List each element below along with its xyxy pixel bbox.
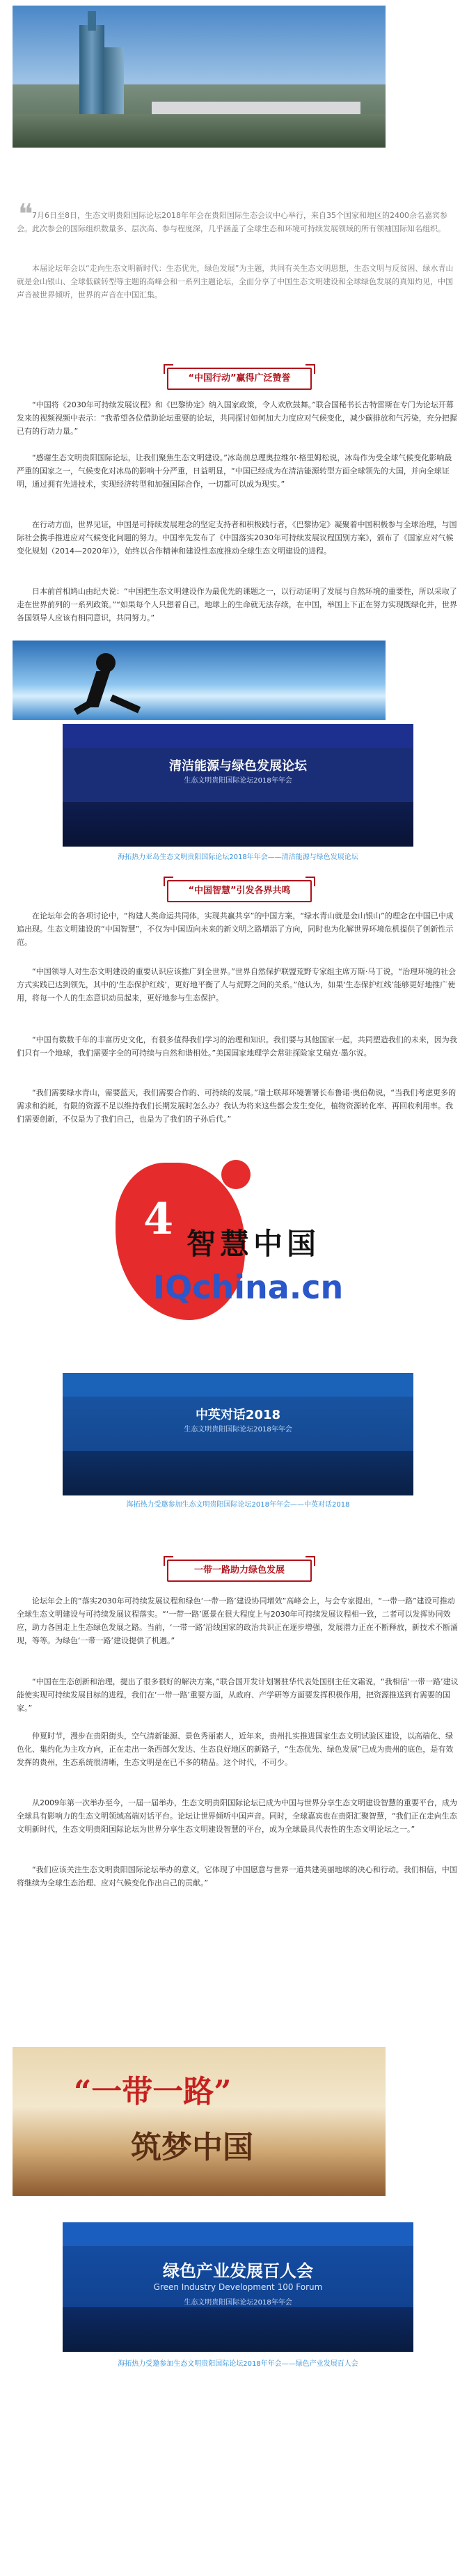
photo-caption: 海拓热力亚岛生态文明贵阳国际论坛2018年年会——清洁能源与绿色发展论坛 <box>118 854 358 861</box>
section-1-paragraph-3: 在行动方面，世界见证，中国是可持续发展理念的坚定支持者和积极践行者，《巴黎协定》凝聚着中国积极参与全球治理，与国际社会携手推进应对气候变化问题的努力。中国率先发布了《中国落实2030年可持续发展议程国别方案》，颁布了《国家应对气候变化规划（2014—2020年）》，始终以合作精神和建设性态度推动全球生态文明建设的进程。 <box>17 520 457 556</box>
forum-photo-sino-uk-dialogue <box>63 1373 413 1495</box>
section-1-paragraph-4: 日本前首相鸠山由纪夫说：“中国把生态文明建设作为最优先的课题之一，以行动证明了发展与自然环境的重要性，所以采取了走在世界前列的一系列政策。”“如果每个人只想着自己，地球上的生命就无法存续，在中国，举国上下正在努力实现既绿化并，世界各国领导人应该有相同意识，共同努力。” <box>17 587 457 622</box>
section-title-belt-road: 一带一路助力绿色发展 <box>167 1560 312 1582</box>
section-2-paragraph-3: “中国有数数千年的丰富历史文化，有很多值得我们学习的治理和知识。我们要与其他国家一起，共同塑造我们的未来，因为我们只有一个地球，我们需要字全的可持续与自然和谐相处。”美国国家地理学会常驻探险家艾瑞克·墨尔说。 <box>17 1035 457 1058</box>
belt-road-image <box>13 2047 386 2196</box>
belt-road-line-2: 筑梦中国 <box>131 2130 253 2165</box>
belt-road-line-1: “一带一路” <box>74 2074 232 2110</box>
section-1-paragraph-2: “感谢生态文明贵阳国际论坛，让我们聚焦生态文明建设。”冰岛前总理奥拉维尔·格里姆松说，冰岛作为受全球气候变化影响最严重的国家之一，气候变化对冰岛的影响十分严重，日益明显，“中国已经成为在清洁能源转型方面全球领先的大国，并向全球证明，通过拥有先进技术，实现经济转型和加强国际合作，一切都可以成为现实。” <box>17 453 452 489</box>
forum-photo-clean-energy <box>63 724 413 847</box>
section-2-paragraph-2: “中国领导人对生态文明建设的重要认识应该推广到全世界。”世界自然保护联盟荒野专家组主席万斯·马丁说，“治理环境的社会方式实践已达到领先，其中的‘生态保护红线’，更好地平衡了人与荒野之间的关系。”他认为，如果‘生态保护红线’能够更好地推广使用，将每一个人的生态意识动员起来，更好地参与生态保护。 <box>17 967 457 1003</box>
banner-title: 绿色产业发展百人会 <box>163 2261 313 2281</box>
banner-title: 中英对话2018 <box>195 1408 281 1422</box>
photo-caption: 海拓热力受邀参加生态文明贵阳国际论坛2018年年会——中英对话2018 <box>126 1501 350 1509</box>
intro-paragraph-1: 7月6日至8日，生态文明贵阳国际论坛2018年年会在贵阳国际生态会议中心举行，来自35个国家和地区的2400余名嘉宾参会。此次参会的国际组织数量多、层次高、参与程度深，几乎涵盖了全球生态和环境可持续发展领域的所有领袖国际知名组织。 <box>17 211 447 233</box>
section-title-china-action: “中国行动”赢得广泛赞誉 <box>167 368 312 390</box>
forum-photo-green-industry <box>63 2222 413 2352</box>
section-2-paragraph-4: “我们需要绿水青山，需要蓝天，我们需要合作的、可持续的发展。”瑞士联邦环境署署长布鲁诺·奥伯勒说，“当我们考虑更多的需求和消耗，有限的资源不足以维持我们长期发展时怎么办？我认为将来这些都会发生变化，植物资源转化率、再回收利用率。我们需要创新，不仅是为了我们自己，也是为了我们的子孙后代。” <box>17 1088 457 1124</box>
banner-subtitle: 生态文明贵阳国际论坛2018年年会 <box>184 777 292 785</box>
iqchina-logo-image: 4 智慧中国 IQchina.cn <box>104 1152 372 1333</box>
banner-subtitle: 生态文明贵阳国际论坛2018年年会 <box>184 1426 292 1434</box>
section-2-paragraph-1: 在论坛年会的各项讨论中，“构建人类命运共同体，实现共赢共享”的中国方案，“绿水青山就是金山银山”的理念在中国已中成追出现。生态文明建设的“中国智慧”，不仅为中国迈向未来的新文明之路增添了方向，同时也为化解世界环境危机提供了创新性示范。 <box>17 911 454 947</box>
banner-subtitle: 生态文明贵阳国际论坛2018年年会 <box>184 2299 292 2307</box>
section-1-paragraph-1: “中国将《2030年可持续发展议程》和《巴黎协定》纳入国家政策，令人欢欣鼓舞。”联合国秘书长古特雷斯在专门为论坛开幕发来的视频视频中表示：“我希望各位借助论坛重要的论坛，共同探讨如何加大力度应对气候变化，减少碳排放和气污染，充分把握已有的行动力量。” <box>17 400 457 436</box>
iqchina-url-text: IQchina.cn <box>153 1269 344 1306</box>
section-3-paragraph-5: “我们应该关注生态文明贵阳国际论坛举办的意义，它体现了中国愿意与世界一道共建美丽地球的决心和行动。我们相信，中国将继续为全球生态治理、应对气候变化作出自己的贡献。” <box>17 1865 457 1887</box>
section-3-paragraph-1: 论坛年会上的“落实2030年可持续发展议程和绿色‘一带一路’建设协同增效”高峰会上，与会专家提出，“一带一路”建设可推动全球生态文明建设与可持续发展议程落实。“‘一带一路’愿景在很大程度上与2030年可持续发展议程相一致，二者可以发挥协同效应，助力各国走上生态绿色发展之路。当前，‘一带一路’沿线国家的政治共识正在逐步增强，发展潜力正在不断释放，新技术不断涌现，等等。为绿色‘一带一路’建设提供了机遇。” <box>17 1596 458 1645</box>
section-3-paragraph-2: “中国在生态创新和治理，提出了很多很好的解决方案，”联合国开发计划署驻华代表处国别主任文霜说，“我相信‘一带一路’建议能使实现可持续发展目标的进程，我们在‘一带一路’重要方面，从政府、产学研等方面要发挥积极作用，把资源推送到有需要的国家。” <box>17 1677 459 1713</box>
hero-image <box>13 6 386 148</box>
section-3-paragraph-4: 从2009年第一次举办至今，一届一届举办，生态文明贵阳国际论坛已成为中国与世界分享生态文明建设智慧的重要平台，成为全球具有影响力的生态文明领域高端对话平台。论坛让世界倾听中国声音。同时，全球嘉宾也在贵阳汇聚智慧，“我们正在走向生态文明新时代，生态文明贵阳国际论坛为世界分享生态文明建设智慧的平台，成为全球最具代表性的生态文明论坛之一。” <box>17 1798 457 1834</box>
banner-title: 清洁能源与绿色发展论坛 <box>169 759 307 773</box>
banner-subtitle-en: Green Industry Development 100 Forum <box>153 2282 323 2292</box>
iqchina-logo-text: 智慧中国 <box>187 1227 321 1261</box>
runner-image <box>13 641 386 720</box>
quote-mark-icon: ❝ <box>18 198 33 230</box>
photo-caption: 海拓热力受邀参加生态文明贵阳国际论坛2018年年会——绿色产业发展百人会 <box>118 2360 358 2368</box>
intro-paragraph-2: 本届论坛年会以“走向生态文明新时代：生态优先，绿色发展”为主题，共同有关生态文明思想，生态文明与反贫困、绿水青山就是金山银山、全球低碳转型等主题的高峰会和一系列主题论坛，全面分享了中国生态文明建设和全球绿色发展的真知灼见，中国声音被世界倾听，世界的声音在中国汇集。 <box>17 264 454 299</box>
section-title-china-wisdom: “中国智慧”引发各界共鸣 <box>167 880 312 902</box>
section-3-paragraph-3: 仲夏时节，漫步在贵阳街头，空气清新能源、景色秀丽素人，近年来，贵州扎实推进国家生态文明试验区建设，以高端化、绿色化、集约化为主攻方向，正在走出一条西部欠发达、生态良好地区的新路子，“生态优先、绿色发展”已成为贵州的底色，是有效发挥的贵州，生态系统很清晰，生态文明是在已不多的精品。这个时代，不可少。 <box>17 1731 454 1767</box>
